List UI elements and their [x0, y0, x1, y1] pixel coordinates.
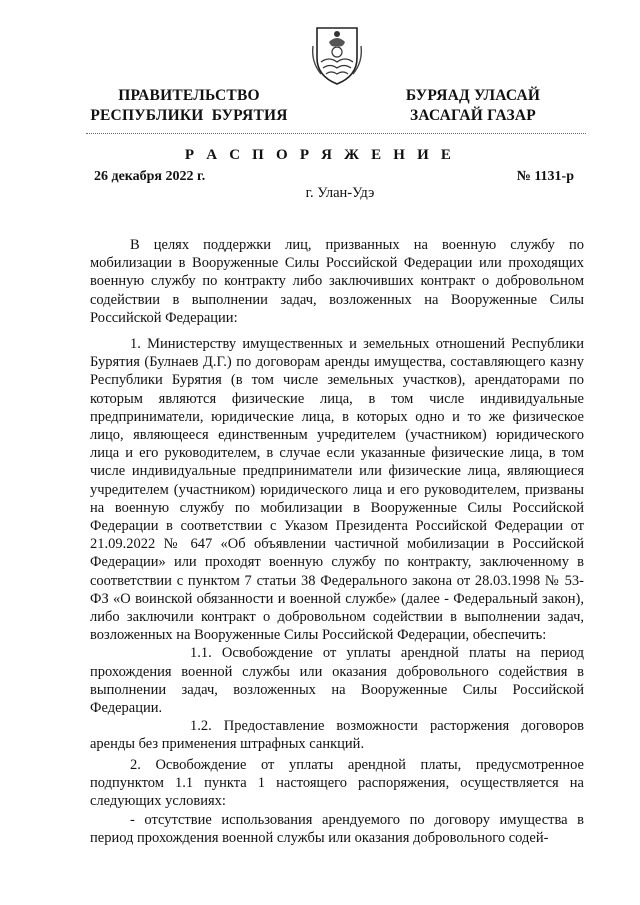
header-divider	[86, 133, 586, 134]
intro-paragraph: В целях поддержки лиц, призванных на военную службу по мобилизации в Вооруженные Силы Российской Федерации или проходящих военную службу по контракту либо заключивших контракт о добровольном содействии в выполнении задач, возложенных на Вооруженные Силы Российской Федерации:	[90, 237, 584, 326]
item-1-section	[90, 335, 584, 754]
document-city: г. Улан-Удэ	[305, 185, 375, 201]
document-type: Р А С П О Р Я Ж Е Н И Е	[184, 147, 456, 163]
item-1-1-paragraph: 1.1. Освобождение от уплаты арендной платы на период прохождения военной службы или оказания добровольного содействия в выполнении задач, возложенных на Вооруженные Силы Российской Федерации.	[90, 645, 584, 717]
government-name-buryat-line-2: ЗАСАГАЙ ГАЗАР	[410, 107, 536, 124]
government-name-line-1: ПРАВИТЕЛЬСТВО	[118, 87, 260, 104]
intro-section	[90, 236, 584, 327]
item-2-condition-paragraph: - отсутствие использования арендуемого по договору имущества в период прохождения военной службы или оказания добровольного содей-	[90, 811, 584, 846]
government-name-buryat	[388, 86, 558, 126]
government-name-line-2: РЕСПУБЛИКИ БУРЯТИЯ	[90, 107, 288, 124]
item-1-paragraph: 1. Министерству имущественных и земельных отношений Республики Бурятия (Булнаев Д.Г.) по договорам аренды имущества, составляющего казну Республики Бурятия (в том числе земельных участков), арендаторами по которым являются физические лица, в том числе индивидуальные предприниматели, юридические лица, в которых одно и то же физическое лицо, являющееся единственным учредителем (участником) юридического лица и его руководителем, в случае если указанные физические лица, в том числе индивидуальные предприниматели или физические лица, являющиеся учредителем (участником) юридического лица и его руководителем, призваны на военную службу по мобилизации в Вооруженные Силы Российской Федерации в соответствии с Указом Президента Российской Федерации от 21.09.2022 № 647 «Об объявлении частичной мобилизации в Российской Федерации» или проходят военную службу по контракту, заключенному в соответствии с пунктом 7 статьи 38 Федерального закона от 28.03.1998 № 53-ФЗ «О воинской обязанности и военной службе» (далее - Федеральный закон), либо заключили контракт о добровольном содействии в выполнении задач, возложенных на Вооруженные Силы Российской Федерации, обеспечить:	[90, 336, 584, 644]
document-number: № 1131-р	[516, 169, 574, 184]
item-2-paragraph: 2. Освобождение от уплаты арендной платы, предусмотренное подпунктом 1.1 пункта 1 настоящего распоряжения, осуществляется на следующих условиях:	[90, 757, 584, 810]
government-name-buryat-line-1: БУРЯАД УЛАСАЙ	[405, 87, 541, 104]
document-date: 26 декабря 2022 г.	[94, 169, 206, 184]
coat-of-arms-icon	[309, 22, 365, 86]
item-2-section	[90, 756, 584, 847]
item-1-2-paragraph: 1.2. Предоставление возможности расторжения договоров аренды без применения штрафных санкций.	[90, 718, 584, 753]
government-name-russian	[84, 86, 294, 126]
